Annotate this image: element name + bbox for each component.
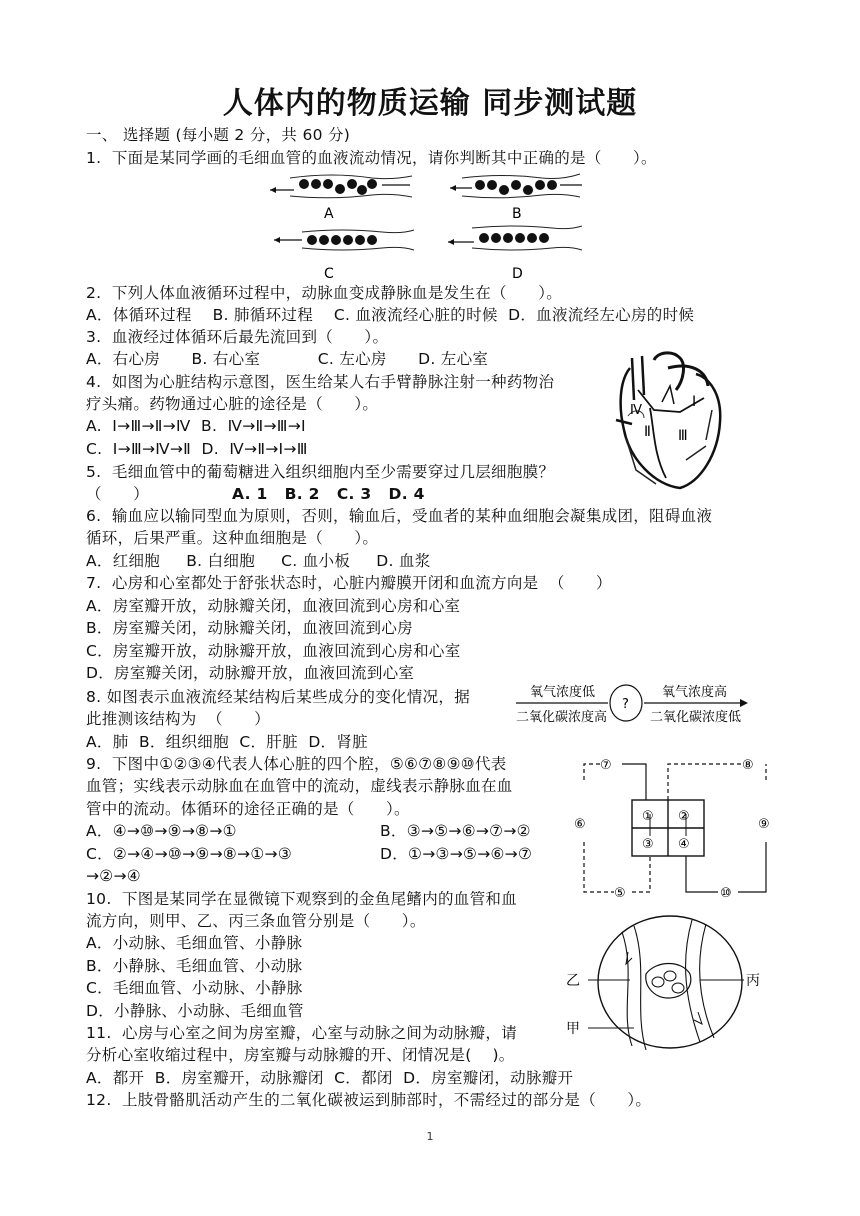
vessel-label-9: ⑨ (758, 817, 770, 832)
question-10-option-c: C．毛细血管、小动脉、小静脉 (86, 979, 303, 997)
vessel-label-7: ⑦ (600, 758, 612, 773)
option-a-label: A (324, 206, 334, 222)
question-8-line-1: 8. 如图表示血液流经某结构后某些成分的变化情况，据 (86, 688, 471, 706)
question-10-option-a: A．小动脉、毛细血管、小静脉 (86, 934, 303, 952)
chamber-label-3: ③ (642, 837, 654, 852)
question-9-option-c: C．②→④→⑩→⑨→⑧→①→③ (86, 845, 293, 863)
chamber-label-1: ① (642, 809, 654, 824)
option-c-label: C (324, 266, 334, 282)
question-8-line-2: 此推测该结构为 （ ） (86, 710, 271, 728)
left-co2-label: 二氧化碳浓度高 (516, 710, 608, 725)
chamber-label-4: ④ (678, 837, 690, 852)
gas-exchange-figure (512, 680, 752, 726)
capillary-option-d (448, 226, 582, 282)
question-7-option-c: C．房室瓣开放，动脉瓣开放，血液回流到心房和心室 (86, 642, 461, 660)
capillary-flow-figure (262, 168, 602, 283)
heart-label-i: Ⅰ (692, 394, 697, 410)
question-11-options: A．都开 B．房室瓣开，动脉瓣闭 C．都闭 D．房室瓣闭，动脉瓣开 (86, 1069, 574, 1087)
question-5: 5. 毛细血管中的葡萄糖进入组织细胞内至少需要穿过几层细胞膜？ (86, 463, 555, 481)
question-8-options: A．肺 B．组织细胞 C．肝脏 D．肾脏 (86, 733, 368, 751)
question-3: 3. 血液经过体循环后最先流回到（ ）。 (86, 328, 389, 346)
question-7: 7. 心房和心室都处于舒张状态时，心脏内瓣膜开闭和血流方向是 （ ） (86, 574, 612, 592)
question-9-line-3: 管中的流动。体循环的途径正确的是（ ）。 (86, 800, 410, 818)
heart-label-iii: Ⅲ (678, 428, 688, 444)
capillary-option-c (274, 230, 414, 282)
question-5-answer-blank: （ ） (86, 485, 149, 503)
question-1: 1. 下面是某同学画的毛细血管的血液流动情况，请你判断其中正确的是（ ）。 (86, 149, 657, 167)
vessel-label-6: ⑥ (574, 817, 586, 832)
capillary-option-a (270, 175, 412, 222)
question-4-line-2: 疗头痛。药物通过心脏的途径是（ ）。 (86, 395, 379, 413)
question-9-line-1: 9. 下图中①②③④代表人体心脏的四个腔，⑤⑥⑦⑧⑨⑩代表 (86, 755, 507, 773)
question-11-line-1: 11. 心房与心室之间为房室瓣，心室与动脉之间为动脉瓣，请 (86, 1024, 518, 1042)
heart-label-ii: Ⅱ (644, 424, 651, 440)
page-title: 人体内的物质运输 同步测试题 (222, 86, 638, 121)
vessel-label-10: ⑩ (720, 886, 732, 901)
fish-tail-vessels-figure (560, 912, 770, 1062)
question-9-line-2: 血管；实线表示动脉血在血管中的流动，虚线表示静脉血在血 (86, 777, 513, 795)
capillary-option-b (450, 174, 582, 222)
left-oxygen-label: 氧气浓度低 (530, 685, 596, 700)
vessel-yi-label: 乙 (566, 973, 580, 989)
question-4-options-cd: C. Ⅰ→Ⅲ→Ⅳ→Ⅱ D. Ⅳ→Ⅱ→Ⅰ→Ⅲ (86, 440, 308, 458)
vessel-label-8: ⑧ (742, 758, 754, 773)
question-5-options: A. 1 B. 2 C. 3 D. 4 (232, 485, 425, 503)
heart-structure-figure (610, 350, 728, 492)
question-10-option-b: B．小静脉、毛细血管、小动脉 (86, 957, 303, 975)
heart-label-iv: Ⅳ (630, 403, 642, 418)
question-6-line-2: 循环，后果严重。这种血细胞是（ ）。 (86, 529, 379, 547)
right-oxygen-label: 氧气浓度高 (662, 685, 728, 700)
option-b-label: B (512, 206, 522, 222)
page-number: 1 (426, 1130, 434, 1143)
question-7-option-d: D．房室瓣关闭，动脉瓣开放，血液回流到心室 (86, 664, 415, 682)
vessel-bing-label: 丙 (746, 973, 760, 989)
question-9-option-d: D．①→③→⑤→⑥→⑦ (380, 845, 533, 863)
question-9-option-d-continued: →②→④ (86, 867, 141, 885)
question-10-option-d: D．小静脉、小动脉、毛细血管 (86, 1002, 304, 1020)
vessel-jia-label: 甲 (566, 1021, 580, 1037)
question-12: 12. 上肢骨骼肌活动产生的二氧化碳被运到肺部时，不需经过的部分是（ ）。 (86, 1091, 652, 1109)
question-10-line-2: 流方向，则甲、乙、丙三条血管分别是（ ）。 (86, 912, 426, 930)
question-2: 2. 下列人体血液循环过程中，动脉血变成静脉血是发生在（ ）。 (86, 284, 563, 302)
vessel-label-5: ⑤ (614, 886, 626, 901)
right-co2-label: 二氧化碳浓度低 (650, 710, 742, 725)
question-6-options: A．红细胞 B. 白细胞 C. 血小板 D. 血浆 (86, 552, 431, 570)
chamber-label-2: ② (678, 809, 690, 824)
section-heading: 一、 选择题 (每小题 2 分，共 60 分) (86, 126, 351, 144)
question-2-options: A．体循环过程 B. 肺循环过程 C. 血液流经心脏的时候 D．血液流经左心房的时候 (86, 306, 695, 324)
structure-question-mark: ? (622, 697, 629, 712)
circulation-diagram-figure (570, 752, 780, 912)
option-d-label: D (512, 266, 523, 282)
question-6-line-1: 6. 输血应以输同型血为原则，否则，输血后，受血者的某种血细胞会凝集成团，阻碍血液 (86, 507, 713, 525)
question-9-option-a: A．④→⑩→⑨→⑧→① (86, 822, 237, 840)
question-4-line-1: 4. 如图为心脏结构示意图，医生给某人右手臂静脉注射一种药物治 (86, 373, 555, 391)
question-7-option-a: A．房室瓣开放，动脉瓣关闭，血液回流到心房和心室 (86, 597, 461, 615)
question-10-line-1: 10. 下图是某同学在显微镜下观察到的金鱼尾鳍内的血管和血 (86, 890, 518, 908)
question-7-option-b: B．房室瓣关闭，动脉瓣关闭，血液回流到心房 (86, 619, 413, 637)
question-4-options-ab: A. Ⅰ→Ⅲ→Ⅱ→Ⅳ B. Ⅳ→Ⅱ→Ⅲ→Ⅰ (86, 417, 306, 435)
question-11-line-2: 分析心室收缩过程中，房室瓣与动脉瓣的开、闭情况是( )。 (86, 1046, 515, 1064)
question-3-options: A．右心房 B. 右心室 C. 左心房 D. 左心室 (86, 350, 489, 368)
question-9-option-b: B．③→⑤→⑥→⑦→② (380, 822, 531, 840)
